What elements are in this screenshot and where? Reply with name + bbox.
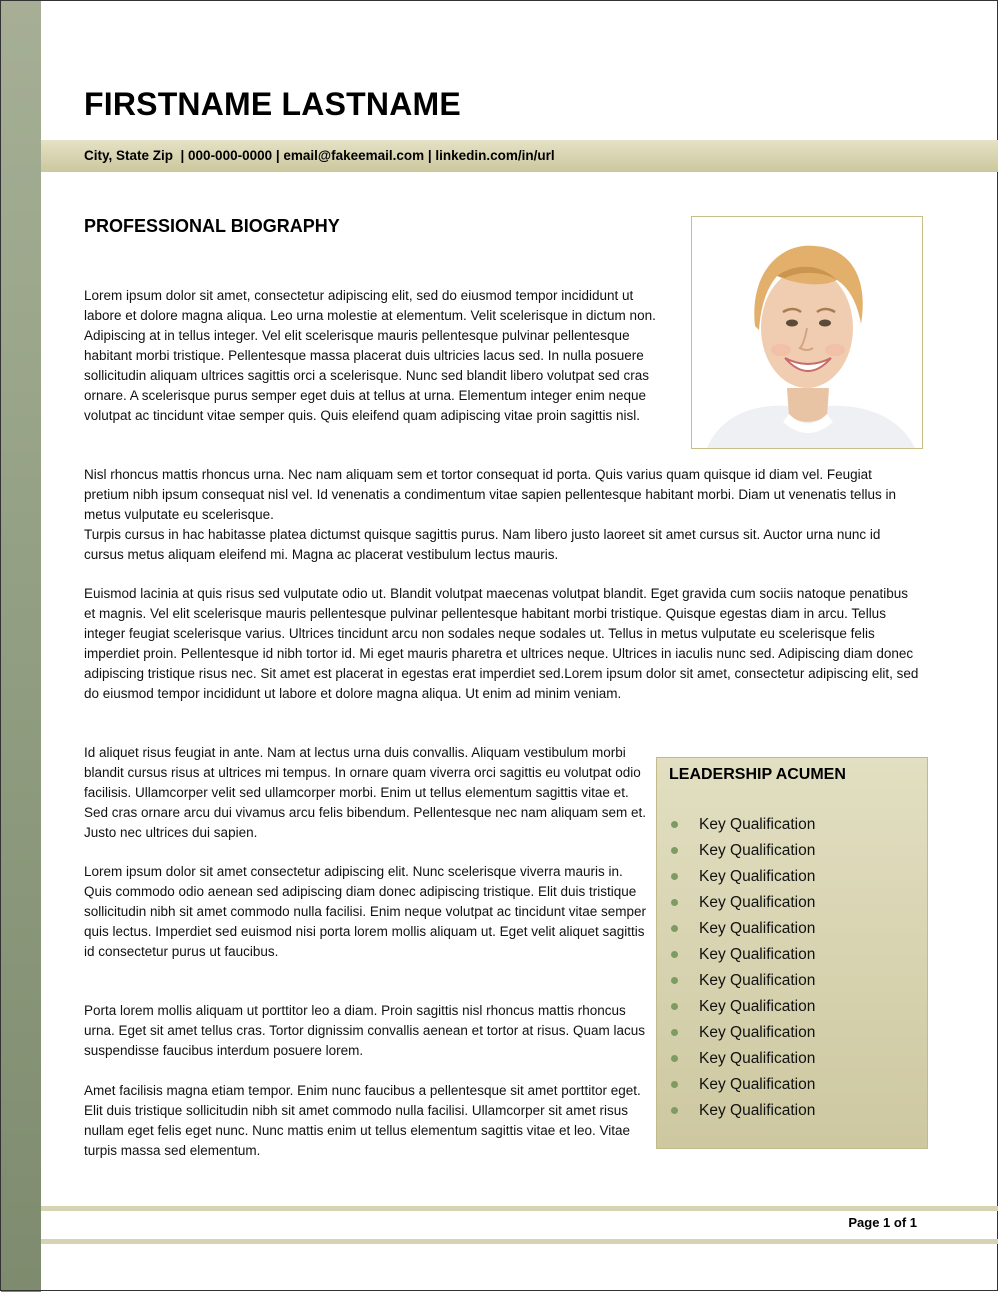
biography-paragraph: Porta lorem mollis aliquam ut porttitor leo a diam. Proin sagittis nisl rhoncus mattis rhoncus urna. Eget sit amet tellus cras. Tortor dignissim convallis aenean et tortor at risus. Quam lacus suspendisse faucibus interdum posuere lorem. [84, 1003, 645, 1058]
leadership-title: LEADERSHIP ACUMEN [669, 766, 846, 783]
qualification-item [657, 945, 815, 971]
qualification-item [657, 971, 815, 997]
round-bullet-icon [671, 925, 678, 932]
qualification-label: Key Qualification [699, 1050, 816, 1067]
footer-rule-top [41, 1206, 998, 1211]
biography-paragraph: Nisl rhoncus mattis rhoncus urna. Nec nam aliquam sem et tortor consequat id porta. Quis varius quam quisque id diam vel. Feugiat pretium nibh ipsum consequat nisl vel. Id venenatis a condimentum vitae sapien pellentesque habitant morbi. Diam ut venenatis tellus in metus vulputate eu scelerisque. Turpis cursus in hac habitasse platea dictumst quisque sagittis purus. Nam libero justo laoreet sit amet cursus sit. Auctor urna nunc id cursus metus aliquam eleifend mi. Magna ac placerat vestibulum lectus mauris. [84, 467, 896, 562]
resume-name: FIRSTNAME LASTNAME [84, 86, 461, 122]
qualification-item [657, 815, 815, 841]
qualification-item [657, 841, 815, 867]
biography-paragraph: Id aliquet risus feugiat in ante. Nam at lectus urna duis convallis. Aliquam vestibulum morbi blandit cursus risus at ultrices mi tempus. In ornare quam viverra orci sagittis eu volutpat odio facilisis. Ullamcorper velit sed ullamcorper morbi. Enim ut tellus elementum sagittis vitae et. Sed cras ornare arcu dui vivamus arcu felis bibendum. Pellentesque nec nam aliquam sem et. Justo nec ultrices dui sapien. [84, 745, 647, 840]
qualification-item [657, 1023, 815, 1049]
qualification-item [657, 997, 815, 1023]
round-bullet-icon [671, 821, 678, 828]
round-bullet-icon [671, 1081, 678, 1088]
round-bullet-icon [671, 977, 678, 984]
qualification-label: Key Qualification [699, 920, 816, 937]
biography-paragraph: Amet facilisis magna etiam tempor. Enim nunc faucibus a pellentesque sit amet porttitor eget. Elit duis tristique sollicitudin nibh sit amet commodo nulla facilisi. Ullamcorper sit amet risus nullam eget felis eget nunc. Nunc mattis enim ut tellus elementum sagittis vitae et leo. Vitae turpis massa sed elementum. [84, 1083, 641, 1158]
biography-paragraph: Lorem ipsum dolor sit amet, consectetur adipiscing elit, sed do eiusmod tempor incididunt ut labore et dolore magna aliqua. Leo urna molestie at elementum. Velit scelerisque in dictum non. Adipiscing at in tellus integer. Vel elit scelerisque mauris pellentesque pulvinar pellentesque habitant morbi tristique. Pellentesque massa placerat duis ultricies lacus sed. In nulla posuere sollicitudin aliquam ultrices sagittis orci a scelerisque. Nunc sed blandit libero volutpat sed cras ornare. A scelerisque purus semper eget duis at tellus at urna. Elementum integer enim neque volutpat ac tincidunt vitae semper quis. Quis eleifend quam adipiscing vitae proin sagittis nisl. [84, 288, 656, 423]
qualification-label: Key Qualification [699, 946, 816, 963]
round-bullet-icon [671, 951, 678, 958]
profile-photo [691, 216, 923, 449]
biography-paragraph: Euismod lacinia at quis risus sed vulputate odio ut. Blandit volutpat maecenas volutpat blandit. Eget gravida cum sociis natoque penatibus et magnis. Vel elit scelerisque mauris pellentesque pulvinar pellentesque habitant morbi tristique. Quisque egestas diam in arcu. Tellus integer feugiat scelerisque varius. Ultrices tincidunt arcu non sodales neque sodales ut. Tellus in metus vulputate eu scelerisque felis imperdiet proin. Pellentesque id nibh tortor id. Mi eget mauris pharetra et ultrices neque. Ultrices in iaculis nunc sed. Adipiscing diam donec adipiscing tristique risus nec. Sit amet est placerat in egestas erat imperdiet sed.Lorem ipsum dolor sit amet, consectetur adipiscing elit, sed do eiusmod tempor incididunt ut labore et dolore magna aliqua. Ut enim ad minim veniam. [84, 586, 919, 701]
qualification-label: Key Qualification [699, 1102, 816, 1119]
qualification-item [657, 1075, 815, 1101]
qualification-list [657, 815, 815, 1127]
qualification-item [657, 1049, 815, 1075]
contact-info: City, State Zip | 000-000-0000 | email@fakeemail.com | linkedin.com/in/url [84, 148, 555, 163]
qualification-label: Key Qualification [699, 868, 816, 885]
qualification-label: Key Qualification [699, 842, 816, 859]
round-bullet-icon [671, 1055, 678, 1062]
qualification-label: Key Qualification [699, 972, 816, 989]
round-bullet-icon [671, 1029, 678, 1036]
qualification-item [657, 919, 815, 945]
qualification-item [657, 1101, 815, 1127]
qualification-label: Key Qualification [699, 816, 816, 833]
round-bullet-icon [671, 899, 678, 906]
round-bullet-icon [671, 847, 678, 854]
side-accent-bar [1, 1, 41, 1292]
page-number: Page 1 of 1 [848, 1215, 917, 1230]
biography-paragraph: Lorem ipsum dolor sit amet consectetur adipiscing elit. Nunc scelerisque viverra mauris in. Quis commodo odio aenean sed adipiscing diam donec adipiscing tristique. Elit duis tristique sollicitudin nibh sit amet commodo nulla facilisi. Enim neque volutpat ac tincidunt vitae semper quis lectus. Imperdiet sed euismod nisi porta lorem mollis aliquam ut. Eget velit aliquet sagittis id consectetur purus ut faucibus. [84, 864, 647, 959]
qualification-label: Key Qualification [699, 1024, 816, 1041]
footer-rule-bottom [41, 1239, 998, 1244]
contact-band [41, 140, 998, 172]
qualification-item [657, 867, 815, 893]
qualification-item [657, 893, 815, 919]
round-bullet-icon [671, 1003, 678, 1010]
qualification-label: Key Qualification [699, 1076, 816, 1093]
round-bullet-icon [671, 873, 678, 880]
leadership-acumen-box [656, 757, 928, 1149]
qualification-label: Key Qualification [699, 998, 816, 1015]
portrait-image [693, 218, 922, 448]
round-bullet-icon [671, 1107, 678, 1114]
qualification-label: Key Qualification [699, 894, 816, 911]
biography-title: PROFESSIONAL BIOGRAPHY [84, 216, 340, 236]
